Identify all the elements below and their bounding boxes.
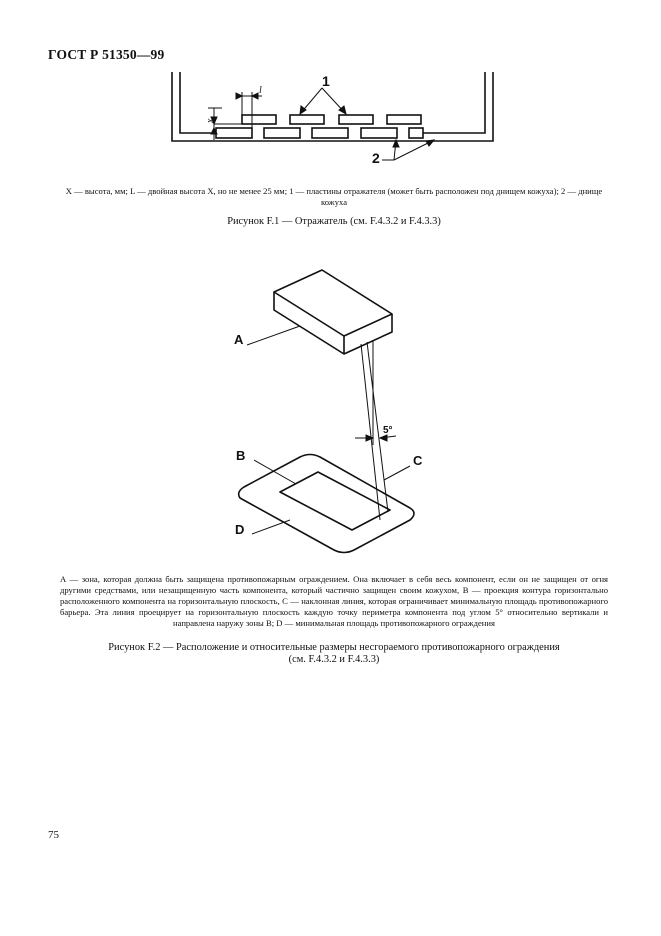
label-a: A	[234, 332, 244, 347]
reflector-plate	[339, 115, 373, 124]
zone-b-outline	[280, 472, 390, 530]
component-box-sides	[274, 292, 392, 354]
figure-f1-legend: X — высота, мм; L — двойная высота X, но не менее 25 мм; 1 — пластины отражателя (может быть расположен под днищем кожуха); 2 — днище кожуха	[65, 186, 603, 207]
document-header: ГОСТ Р 51350—99	[48, 47, 165, 62]
l-symbol: l	[259, 85, 262, 96]
page-number: 75	[48, 829, 59, 841]
bottom-plate	[216, 128, 252, 138]
bottom-plate	[409, 128, 423, 138]
label-d: D	[235, 522, 245, 537]
figure-f2-legend: А — зона, которая должна быть защищена противопожарным ограждением. Она включает в себя весь компонент, если он не защищен от огня другими средствами, или незащищенную часть компонента, который частично защищен своим кожухом, В — проекция контура горизонтально расположенного компонента на горизонтальную плоскость, С — наклонная линия, которая ограничивает минимальную площадь противопожарного барьера. Эта линия проецирует на горизонтальную плоскость каждую точку периметра компонента под углом 5° относительно вертикали и направлена наружу зоны В; D — минимальная площадь противопожарного ограждения	[60, 574, 608, 628]
label-b: B	[236, 448, 246, 463]
figure-f1-diagram	[172, 72, 493, 141]
figure-f2-diagram	[239, 270, 414, 553]
reflector-plate	[387, 115, 421, 124]
bottom-plate	[361, 128, 397, 138]
x-symbol: x	[205, 118, 216, 123]
component-box-top	[274, 270, 392, 336]
bottom-plate	[264, 128, 300, 138]
figure-f2-title-line1: Рисунок F.2 — Расположение и относительные размеры несгораемого противопожарного ограждения	[108, 642, 560, 653]
reflector-plate	[290, 115, 324, 124]
figure-f1-title: Рисунок F.1 — Отражатель (см. F.4.3.2 и F.4.3.3)	[227, 216, 441, 227]
callout-2: 2	[372, 150, 380, 166]
label-c: C	[413, 453, 423, 468]
figure-f2-title	[60, 642, 608, 666]
angle-label: 5°	[383, 425, 393, 436]
zone-d-outline	[239, 455, 414, 553]
reflector-plate	[242, 115, 276, 124]
housing-inner-wall-right	[417, 72, 485, 133]
bottom-plate	[312, 128, 348, 138]
callout-1: 1	[322, 73, 330, 89]
figure-f2-title-line2: (см. F.4.3.2 и F.4.3.3)	[288, 654, 380, 665]
